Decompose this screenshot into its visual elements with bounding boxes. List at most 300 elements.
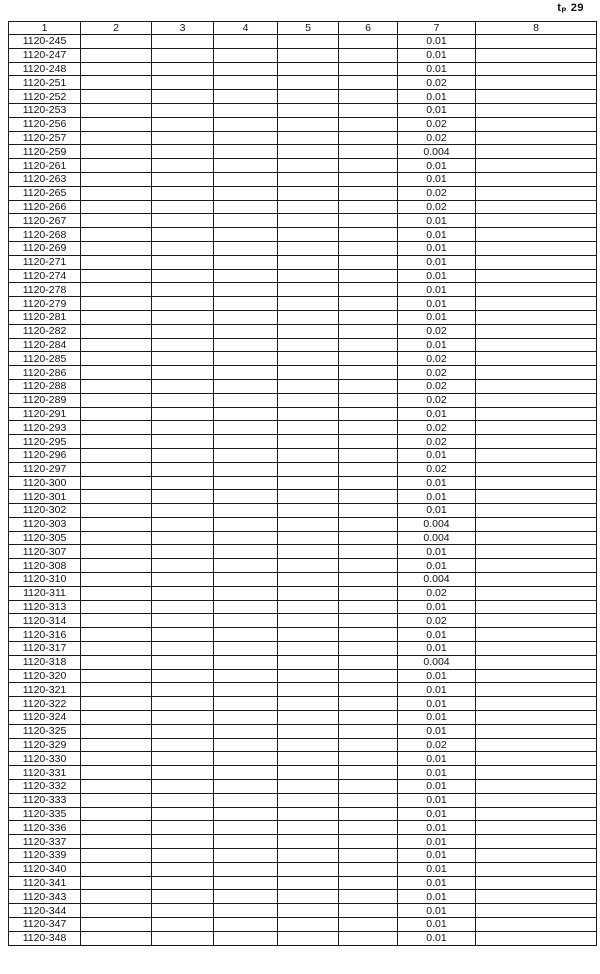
row-value-cell: 0.004 [398, 531, 476, 545]
empty-cell [339, 793, 398, 807]
empty-cell [278, 918, 339, 932]
empty-cell [81, 103, 152, 117]
empty-cell [339, 283, 398, 297]
row-value-cell: 0.02 [398, 435, 476, 449]
empty-cell [214, 876, 278, 890]
empty-cell [476, 435, 597, 449]
row-id-cell: 1120-317 [9, 642, 81, 656]
empty-cell [214, 766, 278, 780]
empty-cell [339, 48, 398, 62]
empty-cell [214, 807, 278, 821]
empty-cell [81, 628, 152, 642]
empty-cell [476, 573, 597, 587]
empty-cell [152, 228, 214, 242]
row-id-cell: 1120-332 [9, 780, 81, 794]
row-id-cell: 1120-300 [9, 476, 81, 490]
table-row [9, 807, 597, 821]
empty-cell [476, 876, 597, 890]
empty-cell [81, 835, 152, 849]
empty-cell [81, 724, 152, 738]
row-id-cell: 1120-322 [9, 697, 81, 711]
column-header-5: 5 [278, 22, 339, 35]
empty-cell [476, 131, 597, 145]
table-row [9, 214, 597, 228]
empty-cell [278, 131, 339, 145]
empty-cell [278, 448, 339, 462]
empty-cell [476, 48, 597, 62]
row-id-cell: 1120-314 [9, 614, 81, 628]
empty-cell [476, 545, 597, 559]
column-header-6: 6 [339, 22, 398, 35]
empty-cell [81, 366, 152, 380]
row-value-cell: 0.01 [398, 683, 476, 697]
empty-cell [339, 255, 398, 269]
table-row [9, 531, 597, 545]
table-row [9, 283, 597, 297]
empty-cell [476, 172, 597, 186]
row-value-cell: 0.01 [398, 228, 476, 242]
empty-cell [339, 62, 398, 76]
empty-cell [278, 586, 339, 600]
empty-cell [476, 766, 597, 780]
empty-cell [339, 890, 398, 904]
row-value-cell: 0.01 [398, 297, 476, 311]
empty-cell [152, 918, 214, 932]
empty-cell [339, 531, 398, 545]
empty-cell [152, 504, 214, 518]
empty-cell [152, 780, 214, 794]
row-id-cell: 1120-293 [9, 421, 81, 435]
empty-cell [214, 62, 278, 76]
empty-cell [81, 545, 152, 559]
table-row [9, 517, 597, 531]
empty-cell [214, 186, 278, 200]
empty-cell [278, 793, 339, 807]
row-value-cell: 0.01 [398, 766, 476, 780]
empty-cell [81, 890, 152, 904]
empty-cell [476, 835, 597, 849]
empty-cell [214, 393, 278, 407]
empty-cell [81, 448, 152, 462]
empty-cell [476, 324, 597, 338]
empty-cell [81, 462, 152, 476]
empty-cell [476, 462, 597, 476]
row-value-cell: 0.01 [398, 821, 476, 835]
empty-cell [476, 711, 597, 725]
row-value-cell: 0.01 [398, 338, 476, 352]
row-id-cell: 1120-308 [9, 559, 81, 573]
row-id-cell: 1120-252 [9, 90, 81, 104]
empty-cell [214, 849, 278, 863]
table-row [9, 835, 597, 849]
row-id-cell: 1120-245 [9, 35, 81, 49]
empty-cell [476, 655, 597, 669]
empty-cell [81, 862, 152, 876]
row-id-cell: 1120-335 [9, 807, 81, 821]
empty-cell [476, 379, 597, 393]
empty-cell [81, 614, 152, 628]
table-row [9, 793, 597, 807]
empty-cell [339, 600, 398, 614]
empty-cell [152, 614, 214, 628]
empty-cell [278, 200, 339, 214]
empty-cell [81, 918, 152, 932]
row-id-cell: 1120-268 [9, 228, 81, 242]
row-id-cell: 1120-343 [9, 890, 81, 904]
empty-cell [214, 103, 278, 117]
empty-cell [476, 531, 597, 545]
column-header-3: 3 [152, 22, 214, 35]
row-value-cell: 0.02 [398, 614, 476, 628]
empty-cell [152, 421, 214, 435]
empty-cell [278, 642, 339, 656]
empty-cell [152, 297, 214, 311]
row-id-cell: 1120-344 [9, 904, 81, 918]
empty-cell [81, 435, 152, 449]
table-row [9, 697, 597, 711]
row-value-cell: 0.02 [398, 738, 476, 752]
empty-cell [81, 586, 152, 600]
table-row [9, 476, 597, 490]
empty-cell [152, 628, 214, 642]
empty-cell [476, 393, 597, 407]
empty-cell [214, 117, 278, 131]
empty-cell [152, 35, 214, 49]
empty-cell [214, 752, 278, 766]
empty-cell [339, 835, 398, 849]
empty-cell [214, 614, 278, 628]
table-row [9, 559, 597, 573]
empty-cell [278, 683, 339, 697]
empty-cell [339, 517, 398, 531]
table-row [9, 241, 597, 255]
table-row [9, 421, 597, 435]
empty-cell [81, 407, 152, 421]
empty-cell [278, 103, 339, 117]
empty-cell [339, 504, 398, 518]
empty-cell [476, 241, 597, 255]
empty-cell [278, 352, 339, 366]
empty-cell [278, 338, 339, 352]
empty-cell [214, 642, 278, 656]
row-id-cell: 1120-248 [9, 62, 81, 76]
row-value-cell: 0.02 [398, 324, 476, 338]
empty-cell [339, 214, 398, 228]
row-value-cell: 0.01 [398, 697, 476, 711]
row-id-cell: 1120-286 [9, 366, 81, 380]
empty-cell [476, 904, 597, 918]
row-value-cell: 0.02 [398, 393, 476, 407]
empty-cell [278, 559, 339, 573]
empty-cell [81, 214, 152, 228]
empty-cell [339, 711, 398, 725]
row-value-cell: 0.02 [398, 352, 476, 366]
empty-cell [339, 655, 398, 669]
empty-cell [214, 780, 278, 794]
row-id-cell: 1120-331 [9, 766, 81, 780]
table-row [9, 655, 597, 669]
empty-cell [278, 904, 339, 918]
empty-cell [214, 890, 278, 904]
empty-cell [152, 738, 214, 752]
table-row [9, 462, 597, 476]
table-row [9, 573, 597, 587]
column-header-1: 1 [9, 22, 81, 35]
table-row [9, 145, 597, 159]
row-value-cell: 0.02 [398, 131, 476, 145]
empty-cell [339, 324, 398, 338]
empty-cell [339, 697, 398, 711]
empty-cell [81, 504, 152, 518]
empty-cell [339, 435, 398, 449]
row-id-cell: 1120-261 [9, 159, 81, 173]
empty-cell [152, 862, 214, 876]
empty-cell [152, 545, 214, 559]
empty-cell [152, 186, 214, 200]
empty-cell [339, 338, 398, 352]
empty-cell [214, 297, 278, 311]
empty-cell [214, 531, 278, 545]
empty-cell [278, 186, 339, 200]
empty-cell [278, 228, 339, 242]
row-value-cell: 0.01 [398, 490, 476, 504]
empty-cell [476, 117, 597, 131]
empty-cell [476, 297, 597, 311]
empty-cell [81, 35, 152, 49]
row-value-cell: 0.01 [398, 504, 476, 518]
empty-cell [339, 821, 398, 835]
empty-cell [339, 90, 398, 104]
empty-cell [476, 780, 597, 794]
empty-cell [476, 517, 597, 531]
empty-cell [278, 297, 339, 311]
row-value-cell: 0.01 [398, 48, 476, 62]
empty-cell [214, 462, 278, 476]
table-row [9, 545, 597, 559]
empty-cell [152, 931, 214, 945]
empty-cell [476, 586, 597, 600]
empty-cell [278, 752, 339, 766]
table-row [9, 269, 597, 283]
empty-cell [339, 269, 398, 283]
row-value-cell: 0.02 [398, 186, 476, 200]
empty-cell [278, 366, 339, 380]
empty-cell [214, 76, 278, 90]
row-value-cell: 0.01 [398, 35, 476, 49]
table-row [9, 766, 597, 780]
empty-cell [476, 476, 597, 490]
empty-cell [278, 697, 339, 711]
empty-cell [152, 117, 214, 131]
empty-cell [81, 642, 152, 656]
empty-cell [339, 103, 398, 117]
empty-cell [278, 890, 339, 904]
row-value-cell: 0.02 [398, 586, 476, 600]
row-value-cell: 0.01 [398, 890, 476, 904]
empty-cell [214, 918, 278, 932]
empty-cell [339, 366, 398, 380]
empty-cell [278, 172, 339, 186]
empty-cell [214, 711, 278, 725]
empty-cell [476, 338, 597, 352]
empty-cell [278, 421, 339, 435]
empty-cell [152, 103, 214, 117]
column-header-8: 8 [476, 22, 597, 35]
empty-cell [339, 172, 398, 186]
empty-cell [81, 269, 152, 283]
empty-cell [214, 931, 278, 945]
row-value-cell: 0.01 [398, 793, 476, 807]
table-row [9, 642, 597, 656]
table-row [9, 738, 597, 752]
empty-cell [214, 269, 278, 283]
row-value-cell: 0.02 [398, 462, 476, 476]
row-id-cell: 1120-296 [9, 448, 81, 462]
table-row [9, 821, 597, 835]
empty-cell [81, 669, 152, 683]
row-id-cell: 1120-279 [9, 297, 81, 311]
empty-cell [278, 931, 339, 945]
empty-cell [214, 338, 278, 352]
empty-cell [339, 642, 398, 656]
empty-cell [81, 283, 152, 297]
empty-cell [152, 255, 214, 269]
empty-cell [152, 573, 214, 587]
row-value-cell: 0.01 [398, 642, 476, 656]
row-value-cell: 0.01 [398, 103, 476, 117]
empty-cell [214, 655, 278, 669]
row-id-cell: 1120-256 [9, 117, 81, 131]
empty-cell [214, 407, 278, 421]
empty-cell [81, 683, 152, 697]
row-value-cell: 0.004 [398, 573, 476, 587]
row-id-cell: 1120-291 [9, 407, 81, 421]
empty-cell [339, 186, 398, 200]
table-row [9, 352, 597, 366]
empty-cell [152, 241, 214, 255]
empty-cell [278, 876, 339, 890]
row-value-cell: 0.02 [398, 200, 476, 214]
empty-cell [339, 393, 398, 407]
empty-cell [152, 600, 214, 614]
row-value-cell: 0.02 [398, 379, 476, 393]
empty-cell [214, 559, 278, 573]
empty-cell [152, 269, 214, 283]
empty-cell [476, 793, 597, 807]
empty-cell [476, 504, 597, 518]
empty-cell [339, 724, 398, 738]
empty-cell [476, 448, 597, 462]
empty-cell [81, 379, 152, 393]
empty-cell [339, 421, 398, 435]
row-value-cell: 0.004 [398, 145, 476, 159]
empty-cell [214, 600, 278, 614]
empty-cell [339, 76, 398, 90]
empty-cell [278, 435, 339, 449]
row-id-cell: 1120-333 [9, 793, 81, 807]
column-header-2: 2 [81, 22, 152, 35]
row-value-cell: 0.01 [398, 849, 476, 863]
table-row [9, 366, 597, 380]
empty-cell [278, 159, 339, 173]
empty-cell [278, 545, 339, 559]
empty-cell [278, 379, 339, 393]
table-row [9, 890, 597, 904]
row-id-cell: 1120-281 [9, 310, 81, 324]
table-row [9, 931, 597, 945]
empty-cell [339, 462, 398, 476]
empty-cell [476, 407, 597, 421]
row-value-cell: 0.01 [398, 269, 476, 283]
row-value-cell: 0.01 [398, 780, 476, 794]
empty-cell [339, 683, 398, 697]
row-value-cell: 0.01 [398, 62, 476, 76]
row-value-cell: 0.01 [398, 711, 476, 725]
empty-cell [152, 655, 214, 669]
empty-cell [152, 835, 214, 849]
empty-cell [339, 738, 398, 752]
empty-cell [152, 393, 214, 407]
table-row [9, 103, 597, 117]
empty-cell [214, 421, 278, 435]
table-row [9, 904, 597, 918]
empty-cell [278, 766, 339, 780]
row-id-cell: 1120-266 [9, 200, 81, 214]
table-row [9, 338, 597, 352]
empty-cell [81, 780, 152, 794]
empty-cell [214, 476, 278, 490]
row-id-cell: 1120-247 [9, 48, 81, 62]
empty-cell [214, 48, 278, 62]
empty-cell [81, 931, 152, 945]
table-row [9, 200, 597, 214]
table-row [9, 862, 597, 876]
empty-cell [339, 448, 398, 462]
row-id-cell: 1120-324 [9, 711, 81, 725]
row-id-cell: 1120-269 [9, 241, 81, 255]
empty-cell [278, 807, 339, 821]
row-id-cell: 1120-318 [9, 655, 81, 669]
empty-cell [339, 752, 398, 766]
table-row [9, 614, 597, 628]
row-id-cell: 1120-251 [9, 76, 81, 90]
empty-cell [214, 738, 278, 752]
empty-cell [152, 310, 214, 324]
table-row [9, 117, 597, 131]
empty-cell [214, 504, 278, 518]
empty-cell [81, 738, 152, 752]
row-value-cell: 0.01 [398, 559, 476, 573]
empty-cell [278, 628, 339, 642]
row-value-cell: 0.02 [398, 421, 476, 435]
empty-cell [152, 642, 214, 656]
row-value-cell: 0.01 [398, 876, 476, 890]
empty-cell [339, 352, 398, 366]
empty-cell [81, 324, 152, 338]
row-id-cell: 1120-278 [9, 283, 81, 297]
empty-cell [81, 517, 152, 531]
empty-cell [152, 48, 214, 62]
empty-cell [214, 214, 278, 228]
row-value-cell: 0.01 [398, 90, 476, 104]
empty-cell [278, 573, 339, 587]
empty-cell [339, 614, 398, 628]
row-id-cell: 1120-325 [9, 724, 81, 738]
empty-cell [214, 683, 278, 697]
empty-cell [278, 241, 339, 255]
table-row [9, 255, 597, 269]
empty-cell [214, 628, 278, 642]
